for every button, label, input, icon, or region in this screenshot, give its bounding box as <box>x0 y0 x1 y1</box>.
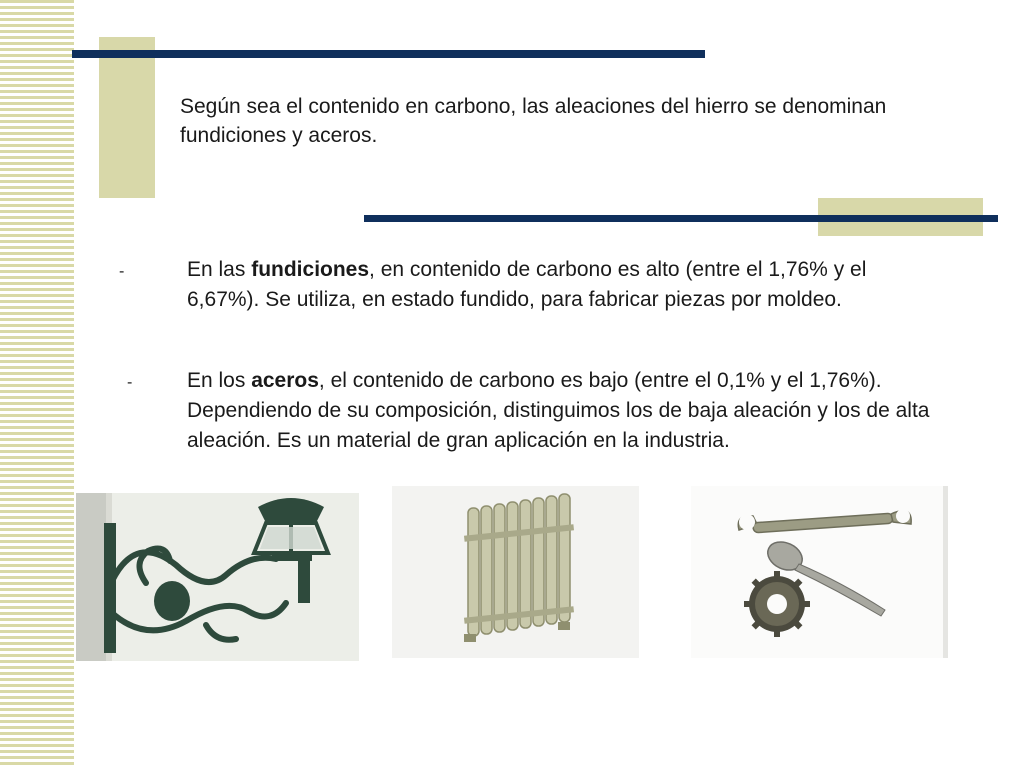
bullet-marker: - <box>119 263 125 280</box>
bullet-marker: - <box>127 374 133 391</box>
striped-side-decoration <box>0 0 74 768</box>
bullet-text-body: , en contenido de carbono es alto (entre el 1,76% y el 6,67%). Se utiliza, en estado fundido, para fabricar piezas por moldeo. <box>187 258 867 311</box>
bullet-text <box>187 255 907 315</box>
steel-tools-photo <box>691 486 948 658</box>
radiator-illustration <box>392 486 639 658</box>
street-lamp-illustration <box>76 493 359 661</box>
bullet-fundiciones <box>119 255 907 315</box>
tan-accent-block-top <box>99 37 155 198</box>
intro-text: Según sea el contenido en carbono, las aleaciones del hierro se denominan fundiciones y aceros. <box>180 95 887 147</box>
bullet-text-lead: En las <box>187 258 252 281</box>
bullet-keyword: fundiciones <box>251 258 370 281</box>
bullet-text-body: , el contenido de carbono es bajo (entre el 0,1% y el 1,76%). Dependiendo de su composición, distinguimos los de baja aleación y los de alta aleación. Es un material de gran aplicación en la industria. <box>187 369 930 452</box>
steel-tools-illustration <box>691 486 948 658</box>
navy-rule-middle <box>364 215 998 222</box>
radiator-photo <box>392 486 639 658</box>
navy-rule-top <box>72 50 705 58</box>
bullet-aceros <box>127 366 947 456</box>
bullet-text <box>187 366 947 456</box>
street-lamp-photo <box>76 493 359 661</box>
bullet-keyword: aceros <box>251 369 319 392</box>
bullet-text-lead: En los <box>187 369 252 392</box>
